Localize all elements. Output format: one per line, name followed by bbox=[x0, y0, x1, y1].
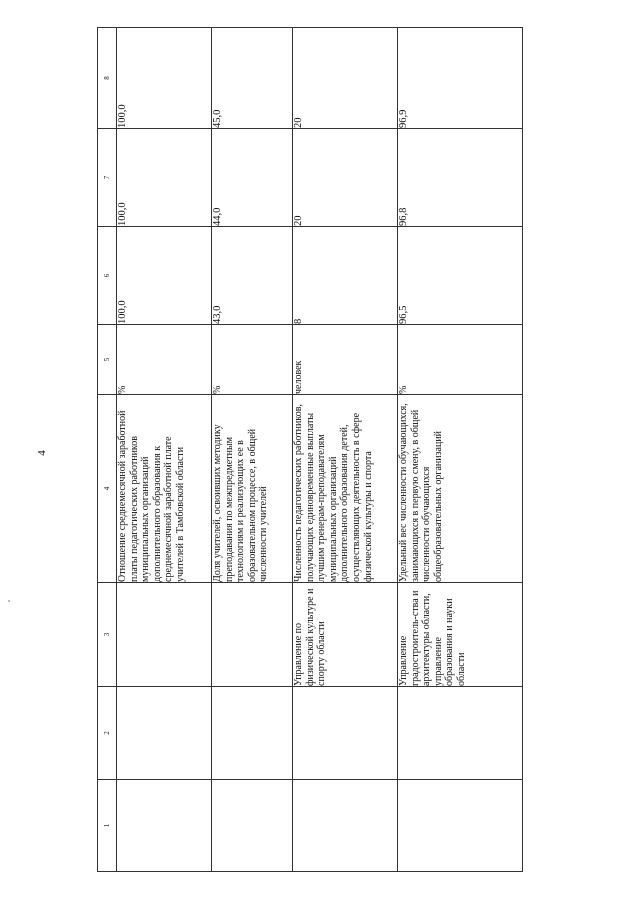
cell-value: 8 bbox=[293, 227, 398, 325]
column-number: 4 bbox=[98, 395, 117, 583]
cell-unit: человек bbox=[293, 325, 398, 395]
cell-col2 bbox=[117, 687, 212, 780]
cell-col2 bbox=[293, 687, 398, 780]
cell-col1 bbox=[212, 780, 293, 872]
column-number: 3 bbox=[98, 583, 117, 687]
cell-responsible: Управление по физической культуре и спорту области bbox=[293, 583, 398, 687]
column-number: 5 bbox=[98, 325, 117, 395]
cell-value: 44,0 bbox=[212, 129, 293, 227]
indicators-table bbox=[97, 27, 523, 872]
table-row bbox=[117, 28, 212, 872]
cell-indicator: Удельный вес численности обучающихся, занимающихся в первую смену, в общей численности обучающихся общеобразовательных организаций bbox=[398, 395, 523, 583]
column-number-row bbox=[98, 28, 117, 872]
rotated-page-content bbox=[97, 28, 605, 872]
cell-value: 100,0 bbox=[117, 28, 212, 129]
cell-indicator: Численность педагогических работников, получающих единовременные выплаты лучшим тренерам-преподавателям муниципальных организаций дополнительного образования детей, осуществляющих деятельность в сфере физической культуры и спорта bbox=[293, 395, 398, 583]
cell-indicator: Доля учителей, освоивших методику преподавания по межпредметным технологиям и реализующих ее в образовательном процессе, в общей численности учителей bbox=[212, 395, 293, 583]
cell-unit: % bbox=[212, 325, 293, 395]
cell-col2 bbox=[398, 687, 523, 780]
cell-value: 43,0 bbox=[212, 227, 293, 325]
column-number: 2 bbox=[98, 687, 117, 780]
table-row bbox=[212, 28, 293, 872]
cell-value: 20 bbox=[293, 28, 398, 129]
cell-col1 bbox=[293, 780, 398, 872]
column-number: 6 bbox=[98, 227, 117, 325]
column-number: 8 bbox=[98, 28, 117, 129]
column-number: 1 bbox=[98, 780, 117, 872]
cell-value: 96,9 bbox=[398, 28, 523, 129]
cell-col1 bbox=[117, 780, 212, 872]
cell-value: 20 bbox=[293, 129, 398, 227]
cell-value: 96,5 bbox=[398, 227, 523, 325]
table-row bbox=[293, 28, 398, 872]
cell-value: 100,0 bbox=[117, 227, 212, 325]
cell-responsible bbox=[212, 583, 293, 687]
table-row bbox=[398, 28, 523, 872]
cell-indicator: Отношение среднемесячной заработной платы педагогических работников муниципальных организаций дополнительного образования к среднемесячной заработной плате учителей в Тамбовской области bbox=[117, 395, 212, 583]
cell-value: 45,0 bbox=[212, 28, 293, 129]
cell-responsible: Управление градостроитель-ства и архитектуры области, управление образования и науки области bbox=[398, 583, 523, 687]
cell-unit: % bbox=[398, 325, 523, 395]
column-number: 7 bbox=[98, 129, 117, 227]
cell-unit: % bbox=[117, 325, 212, 395]
cell-col2 bbox=[212, 687, 293, 780]
cell-responsible bbox=[117, 583, 212, 687]
page-number: 4 bbox=[36, 450, 48, 456]
cell-value: 96,8 bbox=[398, 129, 523, 227]
cell-col1 bbox=[398, 780, 523, 872]
scan-artifact bbox=[8, 600, 10, 602]
cell-value: 100,0 bbox=[117, 129, 212, 227]
